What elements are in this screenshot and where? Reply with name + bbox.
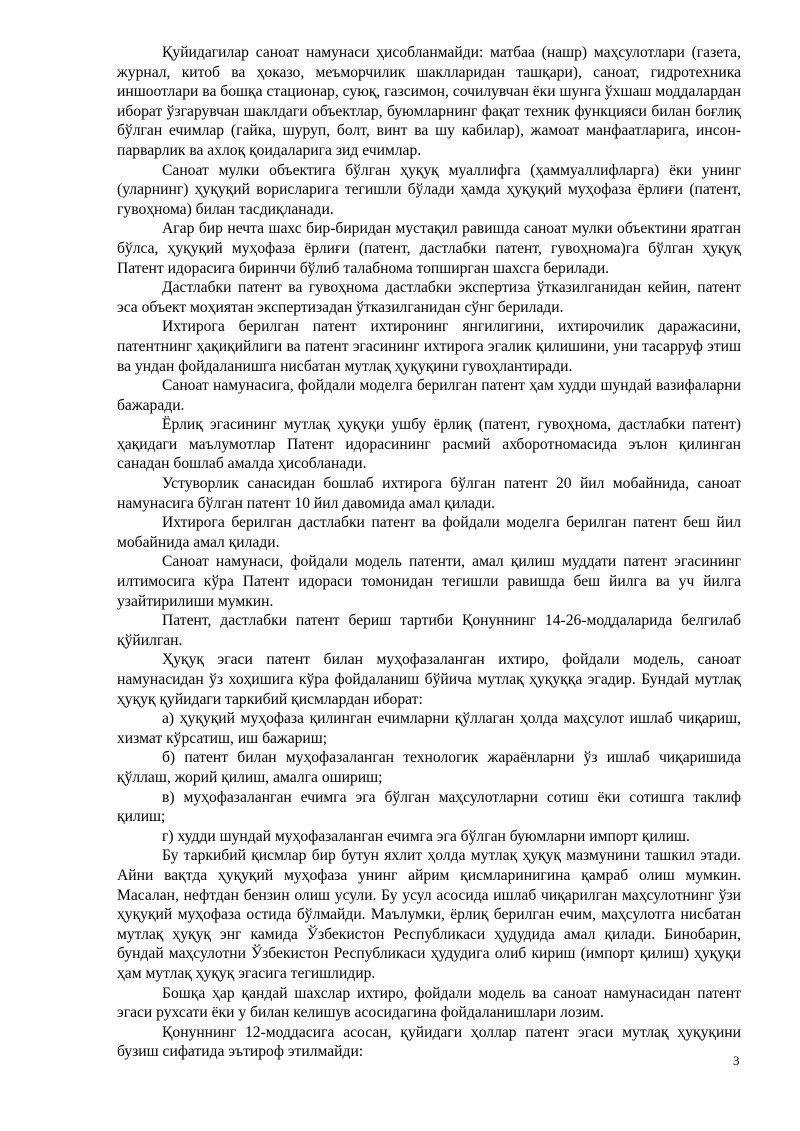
paragraph-preliminary-patent: Дастлабки патент ва гувоҳнома дастлабки экспертиза ўтказилганидан кейин, патент эса объект моҳиятан экспертизадан ўтказилганидан сўнг берилади. [117, 279, 741, 316]
page-number: 3 [733, 1053, 740, 1068]
paragraph-non-industrial-design: Қуйидагилар саноат намунаси ҳисобланмайди: матбаа (нашр) маҳсулотлари (газета, журнал, китоб ва ҳоказо, меъморчилик шаклларидан ташқари), саноат, гидротехника иншоотлари ва бошқа стационар, суюқ, газсимон, сочилувчан ёки шунга ўхшаш моддалардан иборат ўзгарувчан шаклдаги объектлар, буюмларнинг фақат техник функцияси билан боғлиқ бўлган ечимлар (гайка, шуруп, болт, винт ва шу кабилар), жамоат манфаатларига, инсон-парварлик ва ахлоқ қоидаларига зид ечимлар. [117, 44, 741, 159]
paragraph-exclusive-right-components: Ҳуқуқ эгаси патент билан муҳофазаланган ихтиро, фойдали модель, саноат намунасидан ўз хоҳишига кўра фойдаланиш бўйича мутлақ ҳуқуққа эгадир. Бундай мутлақ ҳуқуқ қуйидаги таркибий қисмлардан иборат: [117, 651, 741, 708]
paragraph-extension: Саноат намунаси, фойдали модель патенти, амал қилиш муддати патент эгасининг илтимосига кўра Патент идораси томонидан тегишли равишда беш йилга ва уч йилга узайтирилиши мумкин. [117, 553, 741, 610]
paragraph-design-model-patent: Саноат намунасига, фойдали моделга берилган патент ҳам худди шундай вазифаларни бажаради. [117, 377, 741, 414]
paragraph-other-persons: Бошқа ҳар қандай шахслар ихтиро, фойдали модель ва саноат намунасидан патент эгаси рухсати ёки у билан келишув асосидагина фойдаланишлари лозим. [117, 984, 741, 1022]
paragraph-validity-term: Устуворлик санасидан бошлаб ихтирога бўлган патент 20 йил мобайнида, саноат намунасига бўлган патент 10 йил давомида амал қилади. [117, 475, 741, 512]
paragraph-components-whole: Бу таркибий қисмлар бир бутун яхлит ҳолда мутлақ ҳуқуқ мазмунини ташкил этади. Айни вақтда ҳуқуқий муҳофаза унинг айрим қисмларинигина қамраб олиш мумкин. Масалан, нефтдан бензин олиш усули. Бу усул асосида ишлаб чиқарилган маҳсулотнинг ўзи ҳуқуқий муҳофаза остида бўлмайди. Маълумки, ёрлиқ берилган ечим, маҳсулотга нисбатан мутлақ ҳуқуқ энг камида Ўзбекистон Республикаси ҳудудида амал қилади. Бинобарин, бундай маҳсулотни Ўзбекистон Республикаси ҳудудига олиб кириш (импорт қилиш) ҳуқуқи ҳам мутлақ ҳуқуқ эгасига тегишлидир. [117, 847, 741, 982]
paragraph-multiple-creators: Агар бир нечта шахс бир-биридан мустақил равишда саноат мулки объектини яратган бўлса, ҳуқуқий муҳофаза ёрлиғи (патент, дастлабки патент, гувоҳнома)га бўлган ҳуқуқ Патент идорасига биринчи бўлиб талабнома топширган шахсга берилади. [117, 220, 741, 277]
list-item-a: а) ҳуқуқий муҳофаза қилинган ечимларни қўллаган ҳолда маҳсулот ишлаб чиқариш, хизмат кўрсатиш, иш бажариш; [117, 710, 741, 747]
list-item-b: б) патент билан муҳофазаланган технологик жараёнларни ўз ишлаб чиқаришида қўллаш, жорий қилиш, амалга ошириш; [117, 749, 741, 786]
paragraph-procedure: Патент, дастлабки патент бериш тартиби Қонуннинг 14-26-моддаларида белгилаб қўйилган. [117, 612, 741, 649]
body-text [117, 43, 741, 1062]
paragraph-exclusive-right-effective: Ёрлиқ эгасининг мутлақ ҳуқуқи ушбу ёрлиқ (патент, гувоҳнома, дастлабки патент) ҳақидаги маълумотлар Патент идорасининг расмий ахборотномасида эълон қилинган санадан бошлаб амалда ҳисобланади. [117, 416, 741, 473]
list-item-g: г) худди шундай муҳофазаланган ечимга эга бўлган буюмларни импорт қилиш. [162, 827, 690, 845]
paragraph-invention-patent: Ихтирога берилган патент ихтиронинг янгилигини, ихтирочилик даражасини, патентнинг ҳақиқийлиги ва патент эгасининг ихтирога эгалик қилишини, уни тасарруф этиш ва ундан фойдаланишга нисбатан мутлақ ҳуқуқини гувоҳлантиради. [117, 318, 741, 375]
list-item-v: в) муҳофазаланган ечимга эга бўлган маҳсулотларни сотиш ёки сотишга таклиф қилиш; [117, 788, 741, 826]
paragraph-right-to-object: Саноат мулки объектига бўлган ҳуқуқ муаллифга (ҳаммуаллифларга) ёки унинг (уларнинг) ҳуқуқий ворисларига тегишли бўлади ҳамда ҳуқуқий муҳофаза ёрлиғи (патент, гувоҳнома) билан тасдиқланади. [117, 161, 741, 218]
paragraph-article-12: Қонуннинг 12-моддасига асосан, қуйидаги ҳоллар патент эгаси мутлақ ҳуқуқини бузиш сифатида эътироф этилмайди: [117, 1023, 741, 1061]
paragraph-preliminary-validity: Ихтирога берилган дастлабки патент ва фойдали моделга берилган патент беш йил мобайнида амал қилади. [117, 514, 741, 551]
